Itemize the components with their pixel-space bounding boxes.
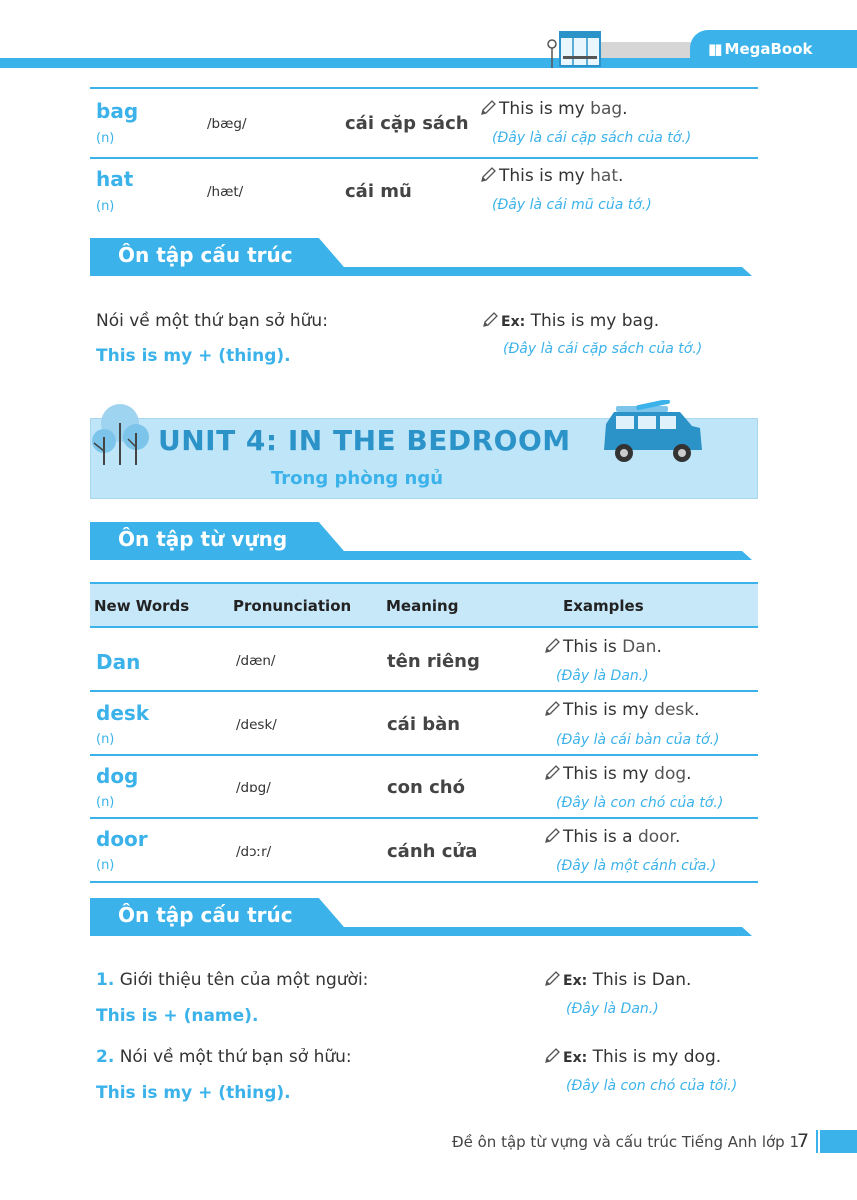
example-keyword: hat <box>590 166 619 186</box>
structure-item-1-desc <box>96 970 368 990</box>
example-text: This is a <box>563 827 638 847</box>
word-door: door <box>96 827 148 851</box>
example-end: . <box>674 827 681 847</box>
example-end: . <box>622 99 628 119</box>
example-hat <box>480 166 623 186</box>
brand-name: MegaBook <box>724 40 813 58</box>
ipa-hat: /hæt/ <box>207 184 244 200</box>
section-header-structure-2 <box>90 898 752 936</box>
pencil-icon <box>480 166 497 183</box>
example-bag <box>480 99 628 119</box>
meaning-hat: cái mũ <box>345 181 412 202</box>
example-keyword: desk <box>654 700 695 720</box>
structure-item-2-desc <box>96 1047 352 1067</box>
example-dog <box>544 764 692 784</box>
word-dan: Dan <box>96 650 141 674</box>
structure-item-1-example <box>544 970 691 990</box>
ipa-bag: /bæg/ <box>207 116 247 132</box>
section-header-structure <box>90 238 752 276</box>
item-number: 2. <box>96 1047 115 1067</box>
trees-icon <box>90 403 152 467</box>
pos-dog: (n) <box>96 795 115 810</box>
example-keyword: dog <box>654 764 687 784</box>
table-row-divider <box>90 754 758 756</box>
meaning-dan: tên riêng <box>387 651 480 672</box>
structure-item-1-translation: (Đây là Dan.) <box>566 1001 659 1017</box>
ex-label: Ex: <box>563 1050 588 1066</box>
example-text: This is my <box>563 764 655 784</box>
section-underline <box>90 267 752 276</box>
ex-text: This is Dan. <box>592 970 692 990</box>
translation-dog: (Đây là con chó của tớ.) <box>556 795 724 811</box>
translation-door: (Đây là một cánh cửa.) <box>556 858 717 874</box>
example-text: This is my <box>499 99 591 119</box>
col-pronunciation: Pronunciation <box>233 597 352 615</box>
row-divider <box>90 87 758 89</box>
ex-label: Ex: <box>563 973 588 989</box>
page-number: 7 <box>797 1130 810 1152</box>
ipa-dog: /dɒg/ <box>236 780 271 796</box>
structure-desc: Nói về một thứ bạn sở hữu: <box>96 311 328 331</box>
example-text: This is my <box>563 700 655 720</box>
section-underline <box>90 927 752 936</box>
pencil-icon <box>480 99 497 116</box>
ex-text: This is my bag. <box>530 311 660 331</box>
ex-label: Ex: <box>501 314 526 330</box>
structure-translation: (Đây là cái cặp sách của tớ.) <box>503 341 703 357</box>
col-examples: Examples <box>563 597 644 615</box>
example-end: . <box>618 166 624 186</box>
section-title: Ôn tập cấu trúc <box>118 903 293 927</box>
translation-bag: (Đây là cái cặp sách của tớ.) <box>492 130 692 146</box>
brand-logo <box>708 40 813 58</box>
example-text: This is <box>563 637 623 657</box>
pencil-icon <box>482 311 499 328</box>
example-keyword: bag <box>590 99 623 119</box>
item-desc: Giới thiệu tên của một người: <box>119 970 369 990</box>
example-end: . <box>686 764 692 784</box>
pos-bag: (n) <box>96 131 115 146</box>
table-row-divider <box>90 881 758 883</box>
col-new-words: New Words <box>94 597 190 615</box>
item-desc: Nói về một thứ bạn sở hữu: <box>119 1047 352 1067</box>
meaning-desk: cái bàn <box>387 714 461 735</box>
structure-item-1-pattern: This is + (name). <box>96 1006 259 1026</box>
word-bag: bag <box>96 99 139 123</box>
meaning-door: cánh cửa <box>387 841 478 862</box>
structure-pattern: This is my + (thing). <box>96 346 291 366</box>
pencil-icon <box>544 827 561 844</box>
example-end: . <box>656 637 662 657</box>
translation-dan: (Đây là Dan.) <box>556 668 649 684</box>
pos-desk: (n) <box>96 732 115 747</box>
footer-title: Đề ôn tập từ vựng và cấu trúc Tiếng Anh lớp 1 <box>452 1133 800 1151</box>
section-title: Ôn tập từ vựng <box>118 527 288 551</box>
item-number: 1. <box>96 970 115 990</box>
pos-door: (n) <box>96 858 115 873</box>
example-end: . <box>694 700 700 720</box>
row-divider <box>90 157 758 159</box>
pencil-icon <box>544 637 561 654</box>
section-header-vocab <box>90 522 752 560</box>
unit-title: UNIT 4: IN THE BEDROOM <box>158 424 571 457</box>
pencil-icon <box>544 1047 561 1064</box>
example-desk <box>544 700 700 720</box>
meaning-dog: con chó <box>387 777 465 798</box>
structure-example <box>482 311 659 331</box>
ipa-dan: /dæn/ <box>236 653 276 669</box>
car-icon <box>600 400 708 468</box>
meaning-bag: cái cặp sách <box>345 113 469 134</box>
section-underline <box>90 551 752 560</box>
footer-divider <box>816 1130 818 1153</box>
ex-text: This is my dog. <box>592 1047 722 1067</box>
example-keyword: Dan <box>622 637 657 657</box>
translation-hat: (Đây là cái mũ của tớ.) <box>492 197 652 213</box>
table-row-divider <box>90 817 758 819</box>
footer-bar <box>820 1130 857 1153</box>
translation-desk: (Đây là cái bàn của tớ.) <box>556 732 720 748</box>
structure-item-2-translation: (Đây là con chó của tôi.) <box>566 1078 738 1094</box>
example-dan <box>544 637 662 657</box>
bus-stop-icon <box>545 30 605 68</box>
unit-subtitle: Trong phòng ngủ <box>271 468 444 489</box>
col-meaning: Meaning <box>386 597 459 615</box>
pencil-icon <box>544 970 561 987</box>
pencil-icon <box>544 764 561 781</box>
word-dog: dog <box>96 764 139 788</box>
ipa-desk: /desk/ <box>236 717 277 733</box>
example-text: This is my <box>499 166 591 186</box>
structure-item-2-example <box>544 1047 721 1067</box>
section-title: Ôn tập cấu trúc <box>118 243 293 267</box>
word-desk: desk <box>96 701 150 725</box>
ipa-door: /dɔːr/ <box>236 844 272 860</box>
word-hat: hat <box>96 167 134 191</box>
table-row-divider <box>90 690 758 692</box>
pencil-icon <box>544 700 561 717</box>
example-keyword: door <box>637 827 675 847</box>
pos-hat: (n) <box>96 199 115 214</box>
brand-mark-icon: ▮▮ <box>708 40 721 58</box>
example-door <box>544 827 680 847</box>
structure-item-2-pattern: This is my + (thing). <box>96 1083 291 1103</box>
